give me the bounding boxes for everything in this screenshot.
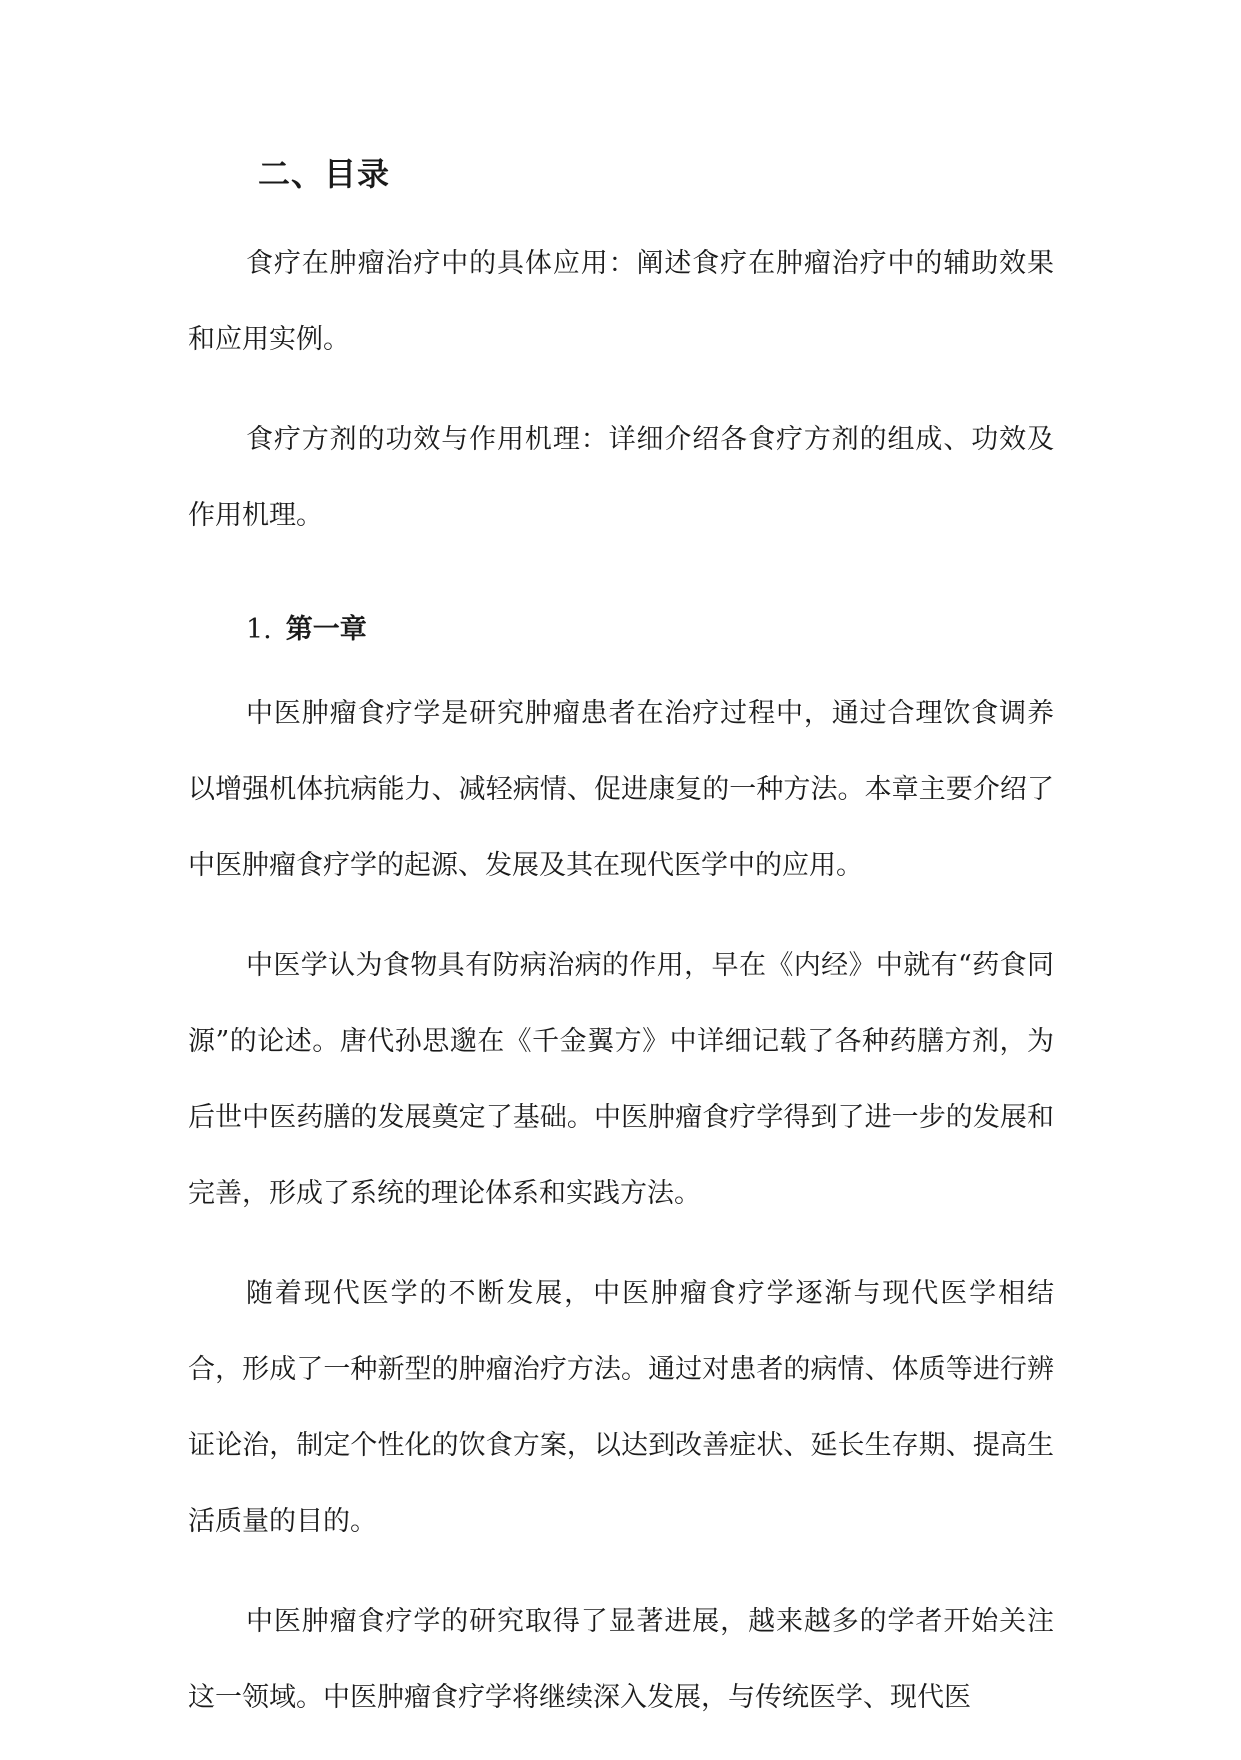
chapter-paragraph: 中医肿瘤食疗学是研究肿瘤患者在治疗过程中，通过合理饮食调养以增强机体抗病能力、减轻病情、促进康复的一种方法。本章主要介绍了中医肿瘤食疗学的起源、发展及其在现代医学中的应用。 <box>188 698 1054 881</box>
chapter-paragraph: 随着现代医学的不断发展，中医肿瘤食疗学逐渐与现代医学相结合，形成了一种新型的肿瘤治疗方法。通过对患者的病情、体质等进行辨证论治，制定个性化的饮食方案，以达到改善症状、延长生存期、提高生活质量的目的。 <box>188 1278 1054 1537</box>
document-body <box>188 226 1054 1760</box>
chapter-heading <box>188 604 1054 656</box>
chapter-title: 第一章 <box>285 614 367 645</box>
toc-item: 食疗在肿瘤治疗中的具体应用：阐述食疗在肿瘤治疗中的辅助效果和应用实例。 <box>188 248 1054 355</box>
section-title: 二、目录 <box>258 155 391 193</box>
toc-item: 食疗方剂的功效与作用机理：详细介绍各食疗方剂的组成、功效及作用机理。 <box>188 424 1054 531</box>
chapter-paragraph: 中医肿瘤食疗学的研究取得了显著进展，越来越多的学者开始关注这一领域。中医肿瘤食疗学将继续深入发展，与传统医学、现代医 <box>188 1606 1054 1713</box>
chapter-number: 1. <box>246 614 272 645</box>
chapter-paragraph: 中医学认为食物具有防病治病的作用，早在《内经》中就有“药食同源”的论述。唐代孙思邈在《千金翼方》中详细记载了各种药膳方剂，为后世中医药膳的发展奠定了基础。中医肿瘤食疗学得到了进一步的发展和完善，形成了系统的理论体系和实践方法。 <box>188 950 1054 1209</box>
